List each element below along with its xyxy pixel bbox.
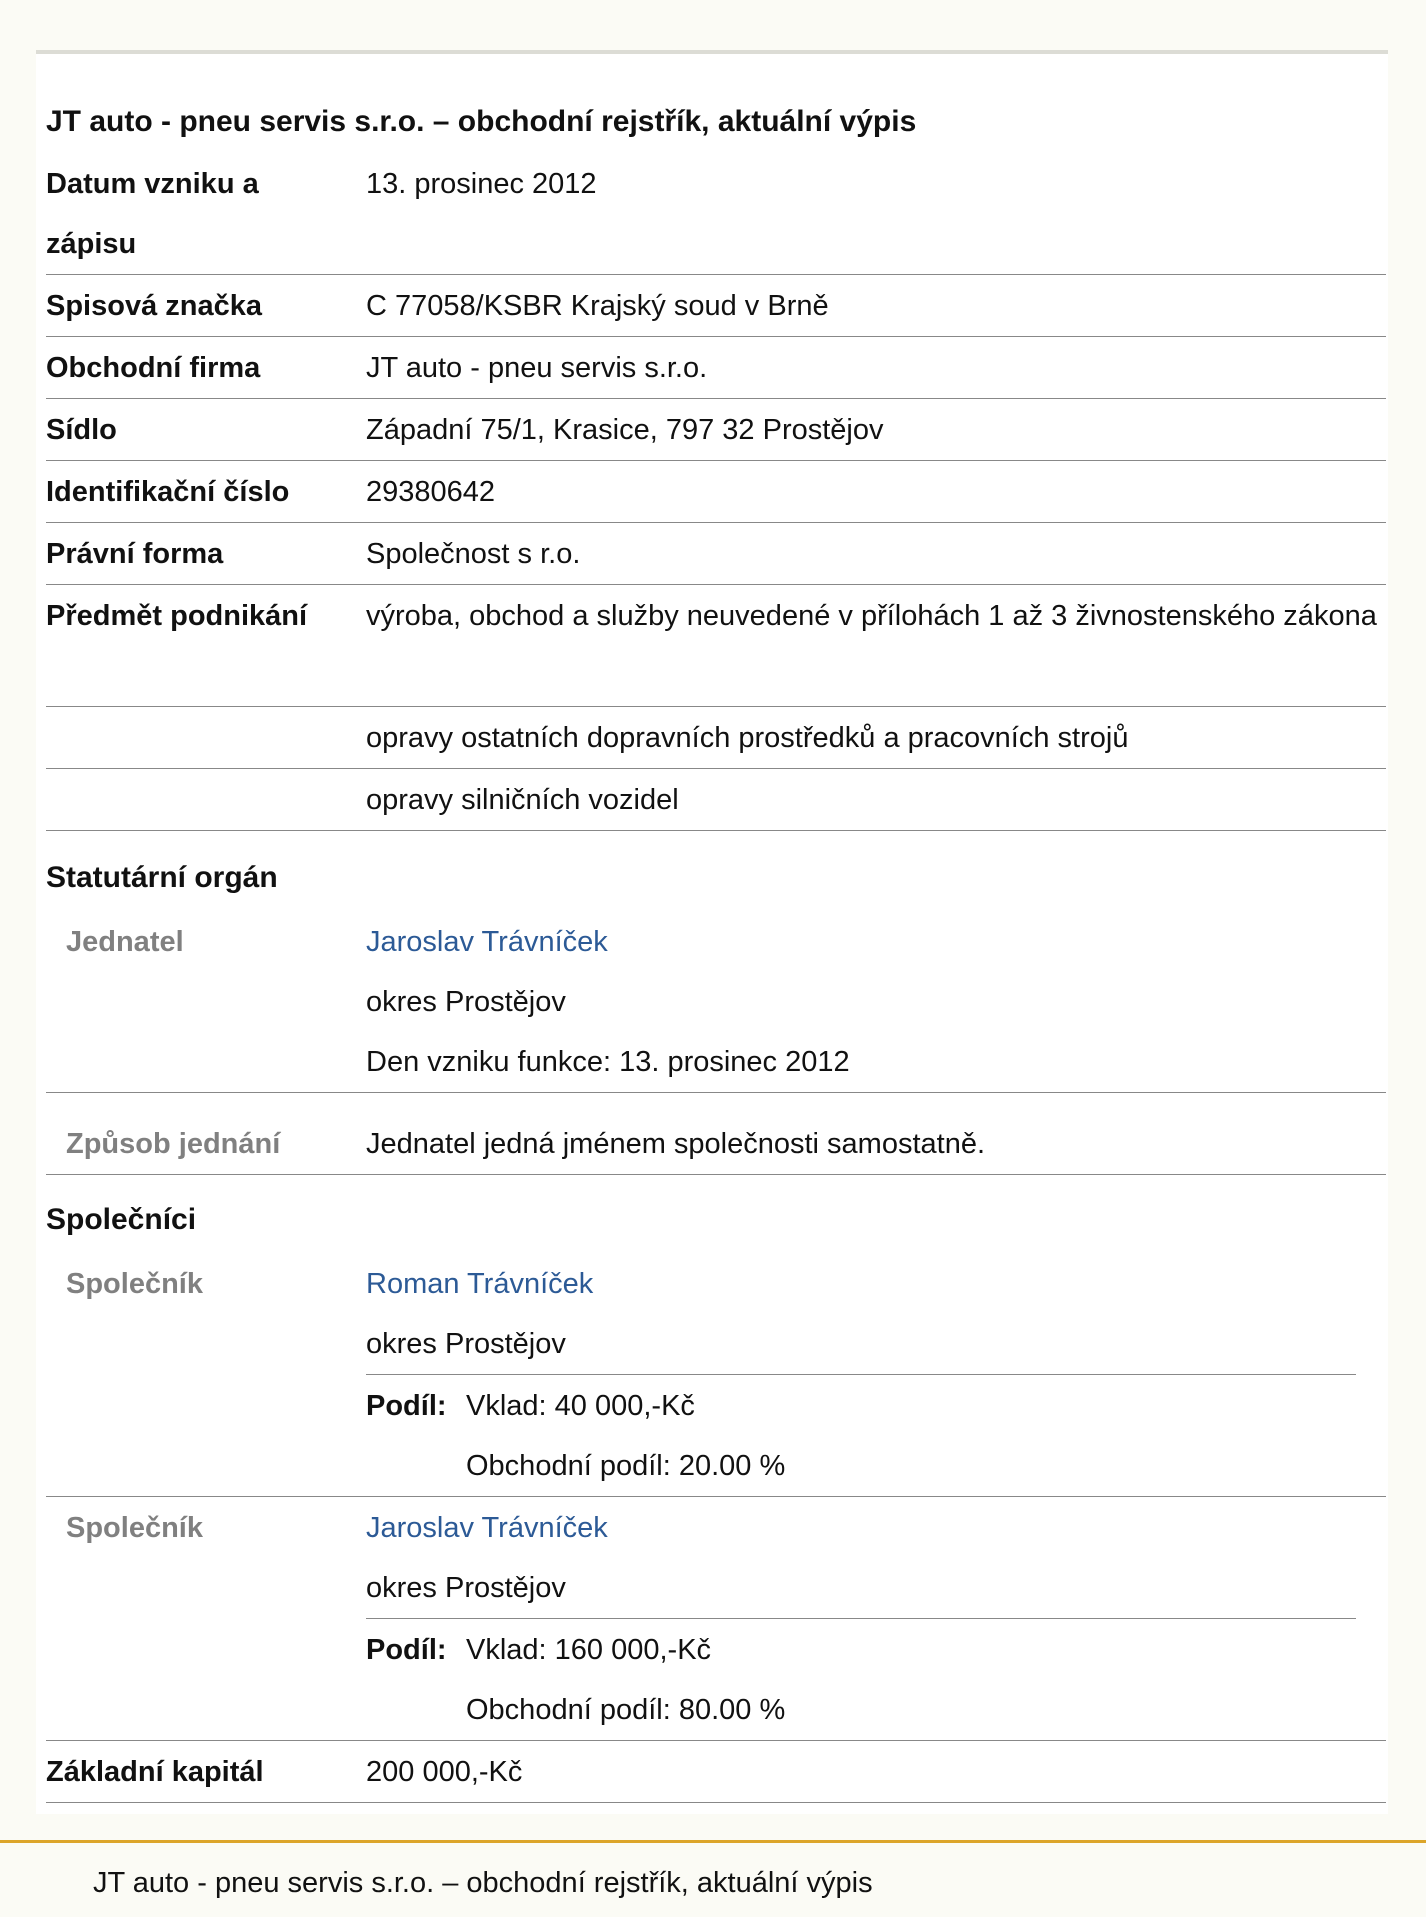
jednatel-details — [366, 912, 1386, 1092]
field-label: Právní forma — [46, 538, 224, 570]
register-card — [36, 50, 1388, 1814]
field-row-sidlo — [46, 400, 1386, 461]
field-value: 13. prosinec 2012 — [366, 168, 597, 200]
spolecnik-name-link[interactable]: Jaroslav Trávníček — [366, 1512, 608, 1544]
field-label: Sídlo — [46, 414, 117, 446]
field-value: 29380642 — [366, 476, 496, 508]
jednatel-name-link[interactable]: Jaroslav Trávníček — [366, 926, 608, 958]
zakladni-kapital-row — [46, 1742, 1386, 1803]
jednatel-row — [46, 912, 1386, 1093]
field-row-spisova-znacka — [46, 276, 1386, 337]
zpusob-jednani-row — [46, 1114, 1386, 1175]
footer-text: JT auto - pneu servis s.r.o. – obchodní rejstřík, aktuální výpis — [93, 1867, 873, 1899]
field-row-obchodni-firma — [46, 338, 1386, 399]
predmet-item: výroba, obchod a služby neuvedené v přílohách 1 až 3 živnostenského zákona — [366, 600, 1377, 632]
predmet-row-3 — [46, 770, 1386, 831]
predmet-label: Předmět podnikání — [46, 600, 308, 632]
podil-vklad: Vklad: 160 000,-Kč — [466, 1634, 712, 1666]
jednatel-okres: okres Prostějov — [366, 986, 566, 1018]
predmet-item: opravy silničních vozidel — [366, 784, 679, 816]
zakladni-kapital-value: 200 000,-Kč — [366, 1756, 523, 1788]
spolecnik-okres: okres Prostějov — [366, 1328, 566, 1360]
field-label: Spisová značka — [46, 290, 262, 322]
field-label: Obchodní firma — [46, 352, 261, 384]
field-value: C 77058/KSBR Krajský soud v Brně — [366, 290, 829, 322]
field-value: Společnost s r.o. — [366, 538, 581, 570]
zakladni-kapital-label: Základní kapitál — [46, 1756, 264, 1788]
page-footer — [0, 1840, 1426, 1917]
spolecnik-label: Společník — [66, 1512, 203, 1544]
jednatel-funkce: Den vzniku funkce: 13. prosinec 2012 — [366, 1046, 850, 1078]
section-heading-statutarni: Statutární orgán — [46, 861, 278, 894]
field-row-pravni-forma — [46, 524, 1386, 585]
field-value: Západní 75/1, Krasice, 797 32 Prostějov — [366, 414, 884, 446]
field-label: Identifikační číslo — [46, 476, 290, 508]
spolecnik-details — [366, 1498, 1386, 1618]
podil-obchodni: Obchodní podíl: 80.00 % — [466, 1694, 786, 1726]
spolecnik-details — [366, 1254, 1386, 1374]
divider — [366, 1618, 1356, 1619]
page-title: JT auto - pneu servis s.r.o. – obchodní rejstřík, aktuální výpis — [46, 105, 917, 138]
field-row-datum — [46, 154, 1386, 275]
field-value: JT auto - pneu servis s.r.o. — [366, 352, 708, 384]
field-label: Datum vzniku a zápisu — [46, 168, 259, 260]
spolecnik-okres: okres Prostějov — [366, 1572, 566, 1604]
zpusob-jednani-value: Jednatel jedná jménem společnosti samostatně. — [366, 1128, 986, 1160]
divider — [366, 1374, 1356, 1375]
spolecnik-row-1 — [46, 1254, 1386, 1497]
section-heading-spolecnici: Společníci — [46, 1203, 197, 1236]
spolecnik-name-link[interactable]: Roman Trávníček — [366, 1268, 594, 1300]
podil-obchodni: Obchodní podíl: 20.00 % — [466, 1450, 786, 1482]
field-row-ico — [46, 462, 1386, 523]
predmet-item: opravy ostatních dopravních prostředků a pracovních strojů — [366, 722, 1129, 754]
spolecnik-label: Společník — [66, 1268, 203, 1300]
predmet-row-1 — [46, 586, 1386, 707]
zpusob-jednani-label: Způsob jednání — [66, 1128, 281, 1160]
predmet-row-2 — [46, 708, 1386, 769]
podil-label: Podíl: — [366, 1390, 447, 1422]
spolecnik-row-2 — [46, 1498, 1386, 1741]
jednatel-label: Jednatel — [66, 926, 184, 958]
podil-vklad: Vklad: 40 000,-Kč — [466, 1390, 695, 1422]
podil-label: Podíl: — [366, 1634, 447, 1666]
